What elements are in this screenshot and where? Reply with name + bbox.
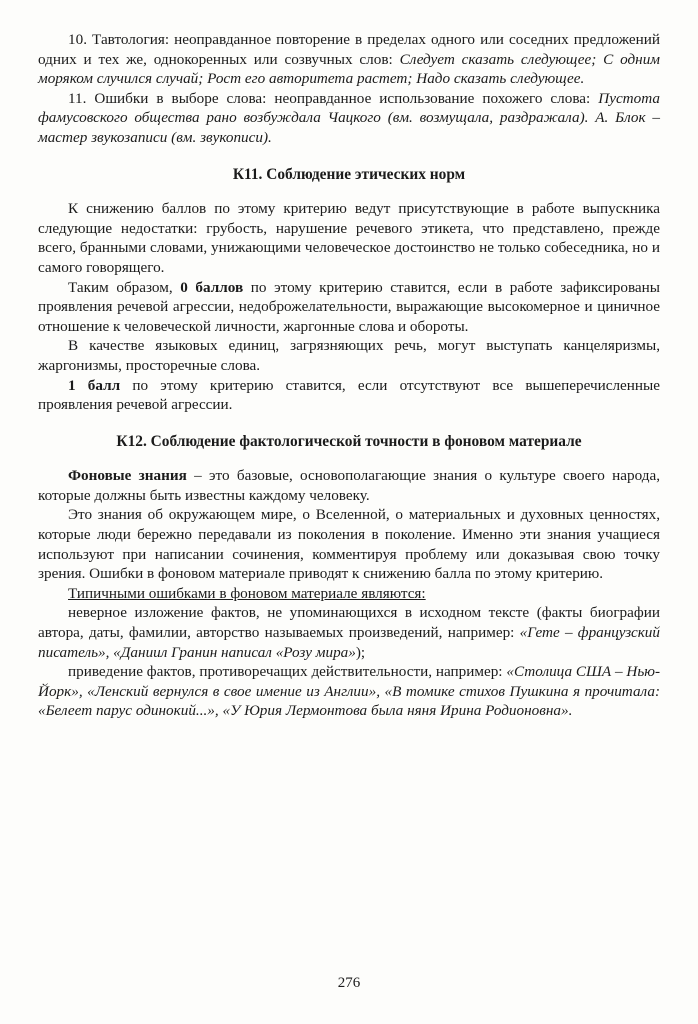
- page-body: [38, 30, 660, 721]
- body-text: приведение фактов, противоречащих действительности, например:: [68, 663, 507, 681]
- body-text: по этому критерию ставится, если отсутствуют все вышеперечисленные проявления речевой агрессии.: [38, 376, 660, 414]
- paragraph-item-10: [38, 30, 660, 89]
- body-text: 11. Ошибки в выборе слова: неоправданное использование похожего слова:: [68, 89, 599, 107]
- paragraph-k11-language-units: [38, 336, 660, 375]
- body-text: Таким образом,: [68, 278, 181, 296]
- score-label: 0 баллов: [180, 278, 244, 296]
- paragraph-k12-contradicting-facts: [38, 662, 660, 721]
- underlined-text: Типичными ошибками в фоновом материале являются:: [68, 584, 426, 602]
- paragraph-k11-criteria: [38, 199, 660, 277]
- example-text: «Гете – французский писатель», «Даниил Гранин написал «Розу мира»: [38, 624, 660, 661]
- heading-k11: К11. Соблюдение этических норм: [232, 165, 466, 183]
- body-text: );: [355, 643, 366, 661]
- paragraph-k12-background-knowledge: [38, 466, 660, 505]
- paragraph-k11-one-point: [38, 376, 660, 415]
- body-text: неверное изложение фактов, не упоминающихся в исходном тексте (факты биографии автора, даты, фамилии, авторство называемых произведений, например:: [38, 604, 660, 642]
- body-text: В качестве языковых единиц, загрязняющих речь, могут выступать канцеляризмы, жаргонизмы, просторечные слова.: [38, 337, 660, 374]
- example-text: «Столица США – Нью-Йорк», «Ленский вернулся в свое имение из Англии», «В томике стихов Пушкина я прочитала: «Белеет парус одинокий...», «У Юрия Лермонтова была няня Ирина Родионовна».: [38, 663, 661, 720]
- page-number: 276: [337, 975, 361, 991]
- paragraph-k12-knowledge-description: [38, 505, 660, 583]
- paragraph-k12-typical-errors: [38, 584, 660, 604]
- example-text: Пустота фамусовского общества рано возбуждала Чацкого (вм. возмущала, раздражала). А. Блок – мастер звукозаписи (вм. звукописи).: [38, 89, 660, 146]
- body-text: К снижению баллов по этому критерию ведут присутствующие в работе выпускника следующие недостатки: грубость, нарушение речевого этикета, что представлено, прежде всего, бранными словами, унижающими человеческое достоинство не только собеседника, но и самого говорящего.: [38, 200, 660, 276]
- body-text: – это базовые, основополагающие знания о культуре своего народа, которые должны быть известны каждому человеку.: [38, 467, 660, 504]
- paragraph-k11-zero-points: [38, 278, 660, 337]
- paragraph-k12-wrong-facts: [38, 603, 660, 662]
- paragraph-item-11: [38, 89, 660, 148]
- body-text: Это знания об окружающем мире, о Вселенной, о материальных и духовных ценностях, которые люди бережно передавали из поколения в поколение. Именно эти знания учащиеся используют при написании сочинения, комментируя проблему или доказывая свою точку зрения. Ошибки в фоновом материале приводят к снижению балла по этому критерию.: [38, 506, 660, 583]
- score-label: 1 балл: [68, 376, 121, 394]
- body-text: 10. Тавтология: неоправданное повторение в пределах одного или соседних предложений одних и тех же, однокоренных или созвучных слов:: [38, 31, 660, 68]
- term-label: Фоновые знания: [68, 467, 187, 485]
- example-text: Следует сказать следующее; С одним моряком случился случай; Рост его авторитета растет; Надо сказать следующее.: [38, 50, 660, 88]
- heading-k12: К12. Соблюдение фактологической точности в фоновом материале: [116, 432, 582, 450]
- body-text: по этому критерию ставится, если в работе зафиксированы проявления речевой агрессии, недоброжелательности, выражающие высокомерное и циничное отношение к человеческой личности, жаргонные слова и обороты.: [38, 278, 661, 335]
